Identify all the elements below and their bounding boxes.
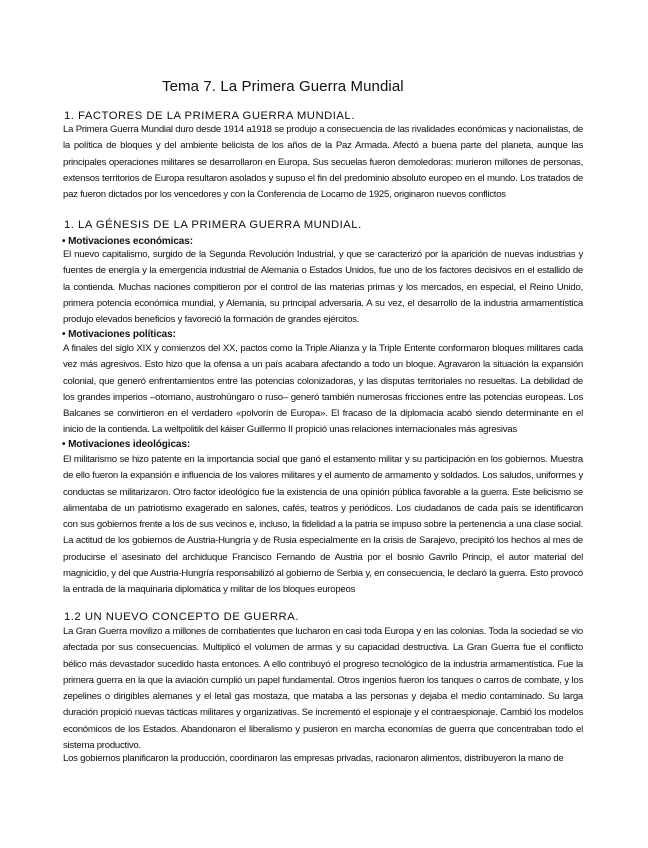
section-heading-nuevo-concepto: 1.2 UN NUEVO CONCEPTO DE GUERRA. [64, 611, 299, 623]
subheading-economic: • Motivaciones económicas: [62, 236, 193, 247]
paragraph-economic: El nuevo capitalismo, surgido de la Segunda Revolución Industrial, y que se caracterizó por la aparición de nuevas industrias y fuentes de energía y la emergencia industrial de Alemania o Estados Unidos, fue uno de los factores decisivos en el estallido de la contienda. Muchas naciones compitieron por el control de las materias primas y los mercados, en especial, el Reino Unido, primera potencia económica mundial, y Alemania, su principal adversaria. A su vez, el desarrollo de la industria armamentística produjo elevados beneficios y favoreció la formación de grandes ejércitos. [63, 249, 583, 326]
subheading-ideological: • Motivaciones ideológicas: [62, 439, 191, 450]
section-heading-genesis: 1. LA GÉNESIS DE LA PRIMERA GUERRA MUNDIAL. [64, 219, 362, 231]
paragraph-ideological: El militarismo se hizo patente en la importancia social que ganó el estamento militar y su participación en los gobiernos. Muestra de ello fueron la expansión e influencia de los valores militares y el aumento de armamento y soldados. Los saludos, uniformes y conductas se militarizaron. Otro factor ideológico fue la existencia de una opinión pública favorable a la guerra. Este belicismo se alimentaba de un patriotismo exagerado en salones, cafés, teatros y periódicos. Los ciudadanos de cada país se identificaron con sus gobiernos frente a los de sus vecinos e, incluso, la fidelidad a la patria se impuso sobre la pertenencia a una clase social. La actitud de los gobiernos de Austria-Hungría y de Rusia especialmente en la crisis de Sarajevo, precipitó los hechos al mes de producirse el asesinato del archiduque Francisco Fernando de Austria por el bosnio Gavrilo Princip, el autor material del magnicidio, y del que Austria-Hungría responsabilizó al gobierno de Serbia y, en consecuencia, le declaró la guerra. Esto provocó la entrada de la maquinaria diplomática y militar de los bloques europeos [63, 454, 583, 596]
paragraph-political: A finales del siglo XIX y comienzos del XX, pactos como la Triple Alianza y la Triple Entente conformaron bloques militares cada vez más agresivos. Esto hizo que la ofensa a un país acabara afectando a todo un bloque. Agravaron la situación la expansión colonial, que generó enfrentamientos entre las potencias colonizadoras, y las disputas territoriales no resueltas. La debilidad de los grandes imperios –otomano, austrohúngaro o ruso– generó también numerosas fricciones entre las potencias europeas. Los Balcanes se convirtieron en el verdadero «polvorín de Europa». El fracaso de la diplomacia acabó siendo determinante en el inicio de la contienda. La weltpolitik del káiser Guillermo II propició unas relaciones internacionales más agresivas [63, 343, 583, 436]
subheading-political: • Motivaciones políticas: [62, 329, 176, 340]
paragraph-nuevo-concepto: La Gran Guerra movilizo a millones de combatientes que lucharon en casi toda Europa y en las colonias. Toda la sociedad se vio afectada por sus consecuencias. Multiplicó el volumen de armas y su capacidad destructiva. La Gran Guerra fue el conflicto bélico más devastador sucedido hasta entonces. A ello contribuyó el progreso tecnológico de la industria armamentística. Fue la primera guerra en la que la aviación cumplió un papel fundamental. Otros ingenios fueron los tanques o carros de combate, y los zepelines o dirigibles alemanes y el letal gas mostaza, que mataba a las personas y dejaba el medio contaminado. Su larga duración propició nuevas tácticas militares y organizativas. Se incrementó el espionaje y el contraespionaje. Cambió los modelos económicos de los Estados. Abandonaron el liberalismo y pusieron en marcha economías de guerra que concentraban todo el sistema productivo. [63, 626, 583, 752]
section-heading-factores: 1. FACTORES DE LA PRIMERA GUERRA MUNDIAL. [64, 110, 355, 122]
paragraph-factores: La Primera Guerra Mundial duro desde 1914 a1918 se produjo a consecuencia de las rivalidades económicas y nacionalistas, de la política de bloques y del ambiente belicista de los años de la Paz Armada. Afectó a buena parte del planeta, aunque las principales operaciones militares se desarrollaron en Europa. Sus secuelas fueron demoledoras: murieron millones de personas, extensos territorios de Europa resultaron asolados y supuso el fin del predominio absoluto europeo en el mundo. Los tratados de paz fueron dictados por los vencedores y con la Conferencia de Locarno de 1925, originaron nuevos conflictos [63, 124, 583, 201]
paragraph-gobiernos: Los gobiernos planificaron la producción, coordinaron las empresas privadas, racionaron alimentos, distribuyeron la mano de [63, 753, 564, 764]
document-title: Tema 7. La Primera Guerra Mundial [162, 78, 404, 95]
